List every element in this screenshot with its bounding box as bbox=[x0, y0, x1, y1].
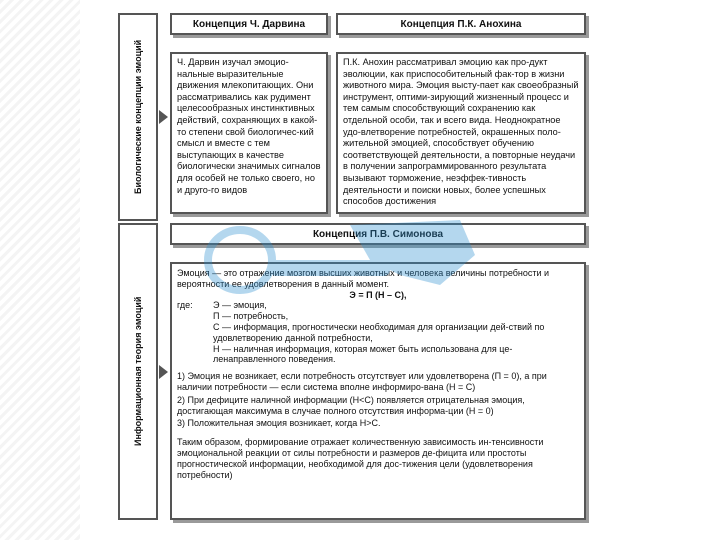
point-item: 1) Эмоция не возникает, если потребность отсутствует или удовлетворена (П = 0), а при наличии потребности — если система вполне информиро-вана (Н = С) bbox=[177, 371, 547, 392]
darwin-header bbox=[170, 13, 328, 35]
simonov-header bbox=[170, 223, 586, 245]
bio-concepts-label-text: Биологические концепции эмоций bbox=[133, 39, 143, 195]
definition-item: С — информация, прогностически необходимая для организации дей-ствий по удовлетворению данной потребности, bbox=[213, 321, 545, 343]
info-theory-label-text: Информационная теория эмоций bbox=[133, 296, 143, 447]
definition-list bbox=[177, 300, 579, 365]
darwin-text: Ч. Дарвин изучал эмоцио-нальные выразительные движения млекопитающих. Они рассматривались как рудимент целесообразных инстинктивных действий, сохраняющих в какой-то степени свой биологичес-кий смысл и вместе с тем выступающих в качестве биологически значимых сигналов для особей не только своего, но и друго-го видов bbox=[177, 57, 321, 195]
simonov-formula: Э = П (Н – С), bbox=[349, 289, 407, 300]
anokhin-title: Концепция П.К. Анохина bbox=[400, 18, 522, 30]
definition-item: Н — наличная информация, которая может быть использована для це-ленаправленного поведения. bbox=[213, 343, 513, 365]
darwin-title: Концепция Ч. Дарвина bbox=[192, 18, 306, 30]
point-item: 2) При дефиците наличной информации (Н<С) появляется отрицательная эмоция, достигающая максимума в случае полного отсутствия информа-ции (Н = 0) bbox=[177, 394, 525, 416]
info-arrow bbox=[159, 365, 168, 379]
definition-item: Э — эмоция, bbox=[213, 300, 267, 311]
points-list bbox=[177, 371, 579, 429]
anokhin-body bbox=[336, 52, 586, 214]
simonov-body bbox=[170, 262, 586, 520]
info-theory-label bbox=[118, 223, 158, 520]
anokhin-header bbox=[336, 13, 586, 35]
decorative-stripes bbox=[0, 0, 80, 540]
point-item: 3) Положительная эмоция возникает, когда Н>С. bbox=[177, 418, 381, 429]
where-label: где: bbox=[177, 300, 193, 311]
bio-arrow bbox=[159, 110, 168, 124]
bio-concepts-label bbox=[118, 13, 158, 221]
simonov-title: Концепция П.В. Симонова bbox=[312, 228, 444, 240]
simonov-conclusion: Таким образом, формирование отражает количественную зависимость ин-тенсивности эмоциональной реакции от силы потребности и размеров де-фицита или простоты прогностической информации, необходимой для дос-тижения цели (удовлетворения потребности) bbox=[177, 437, 544, 480]
darwin-body bbox=[170, 52, 328, 214]
simonov-intro: Эмоция — это отражение мозгом высших животных и человека величины потребности и вероятности ее удовлетворения в данный момент. bbox=[177, 268, 550, 289]
anokhin-text: П.К. Анохин рассматривал эмоцию как про-дукт эволюции, как приспособительный фак-тор в жизни животного мира. Эмоция высту-пает как своеобразный инструмент, оптими-зирующий жизненный процесс и тем самым способствующий сохранению как отдельной особи, так и всего вида. Неоднократное удо-влетворение потребностей, окрашенных поло-жительной эмоцией, способствует обучению соответствующей деятельности, а повторные неудачи в получении запрограммированного результата вызывают торможение, неэффек-тивность деятельности и поиски новых, более успешных способов достижения bbox=[343, 57, 579, 207]
definition-item: П — потребность, bbox=[213, 311, 289, 322]
